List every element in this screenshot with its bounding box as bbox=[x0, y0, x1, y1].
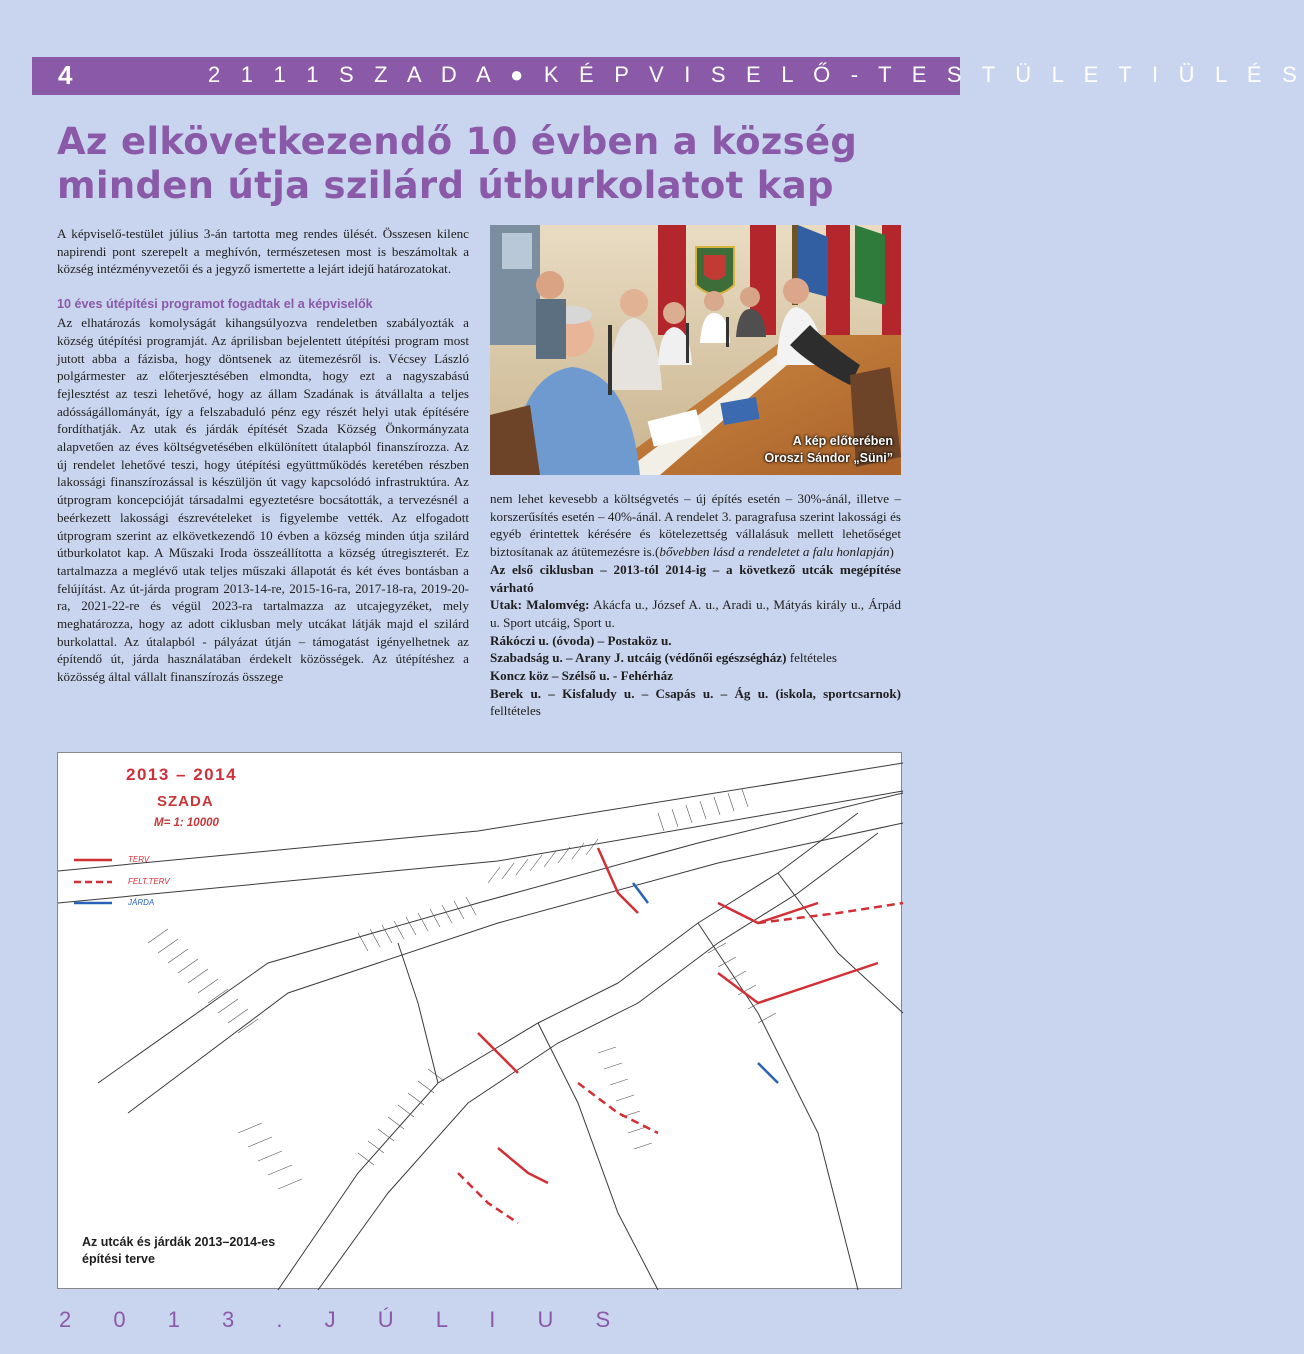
map-year-label: 2013 – 2014 bbox=[126, 765, 238, 784]
body-text-right bbox=[490, 490, 901, 561]
legend-sidewalk: JÁRDA bbox=[128, 898, 155, 907]
header-band bbox=[32, 57, 1304, 95]
article-headline bbox=[57, 120, 937, 208]
road-line-4-bold: Berek u. – Kisfaludy u. – Csapás u. – Ág u. (iskola, sportcsarnok) bbox=[490, 685, 901, 701]
road-line-1: Rákóczi u. (óvoda) – Postaköz u. bbox=[490, 632, 672, 648]
cycle-heading: Az első ciklusban – 2013-tól 2014-ig – a következő utcák megépítése várható bbox=[490, 561, 901, 595]
headline-line-2: minden útja szilárd útburkolatot kap bbox=[57, 164, 834, 207]
headline-line-1: Az elkövetkezendő 10 évben a község bbox=[57, 120, 858, 163]
body-right-text: nem lehet kevesebb a költségvetés – új építés esetén – 30%-ánál, illetve – korszerűsítés esetén – 40%-ánál. A rendelet 3. paragrafusa szerint lakossági és egyéb érintettek kérésére és kötelezettség vállalásuk mellett lehetőséget biztosítanak az átütemezésre is.( bbox=[490, 491, 901, 560]
road-line-2-rest: feltételes bbox=[786, 650, 837, 666]
road-line-2 bbox=[490, 649, 901, 667]
legend-plan: TERV bbox=[128, 855, 150, 864]
legend-conditional-plan: FELT.TERV bbox=[128, 877, 170, 886]
meeting-photo bbox=[490, 225, 901, 475]
photo-caption bbox=[765, 433, 894, 467]
road-line-3: Koncz köz – Szélső u. - Fehérház bbox=[490, 668, 673, 684]
running-title: 2 1 1 1 S Z A D A ● K É P V I S E L Ő - T E S T Ü L E T I Ü L É S bbox=[208, 62, 1304, 87]
photo-caption-line-2: Oroszi Sándor „Süni” bbox=[764, 451, 893, 465]
map-caption-line-1: Az utcák és járdák 2013–2014-es bbox=[82, 1235, 276, 1249]
road-line-4-rest: felltételes bbox=[490, 703, 541, 719]
roads-paragraph bbox=[490, 596, 901, 631]
intro-paragraph: A képviselő-testület július 3-án tartotta meg rendes ülését. Összesen kilenc napirendi pont szerepelt a meghívón, természetesen most is beszámoltak a község intézményvezetői és a jegyző ismertette a lejárt idejű határozatokat. bbox=[57, 226, 469, 277]
body-text-left: Az elhatározás komolyságát kihangsúlyozva rendeletben szabályozták a község útépítési programját. Az áprilisban bejelentett útépítési program most jutott abba a fázisba, hogy döntsenek az ütemezésről is. Vécsey László polgármester az előterjesztésében elmondta, hogy ezt a nagyszabású fejlesztést az teszi lehetővé, hogy az állam Szadának is átvállalta a teljes adósságállományát, így a felszabaduló pénz egy részét helyi utak építésére fordíthatják. Az utak és járdák építését Szada Község Önkormányzata alapvetően az éves költségvetésében elkülönített útalapból finanszírozza. Az új rendelet lehetővé teszi, hogy útépítési együttműködés keretében részben lakossági finanszírozással is készüljön út vagy kapcsolódó infrastruktúra. Az útprogram koncepcióját társadalmi egyeztetésre bocsátották, a tervezésnél a beérkezett lakossági észrevételeket is figyelembe vették. Az elfogadott útprogram szerint az elkövetkezendő 10 évben a község minden útja szilárd útburkolatot kap. A Műszaki Iroda összeállította a község útregiszterét. Ez tartalmazza a meglévő utak teljes műszaki állapotát és két éves bontásban a felújítást. Az út-járda program 2013-14-re, 2015-16-ra, 2017-18-ra, 2019-20-ra, 2021-22-re és végül 2023-ra tartalmazza az utcajegyzéket, mely meghatározza, hogy az adott ciklusban mely utcákat látják majd el szilárd burkolattal. Az útalapból - pályázat útján – támogatást igényelhetnek az építendő út, járda használatában érdekelt közösségek. Az útépítéshez a közösség által vállalt finanszírozás összege bbox=[57, 315, 469, 685]
road-plan-map bbox=[57, 752, 902, 1289]
road-line-2-bold: Szabadság u. – Arany J. utcáig (védőnői egészségház) bbox=[490, 650, 787, 666]
photo-caption-line-1: A kép előterében bbox=[792, 434, 893, 448]
right-column bbox=[490, 490, 901, 720]
roads-text: Akácfa u., József A. u., Aradi u., Mátyás király u., Árpád u. Sport utcáig, Sport u. bbox=[490, 597, 901, 630]
roads-label: Utak: Malomvég: bbox=[490, 597, 590, 613]
body-right-italic: bővebben lásd a rendeletet a falu honlapján bbox=[659, 544, 890, 560]
map-scale-label: M= 1: 10000 bbox=[154, 817, 219, 829]
section-subheading: 10 éves útépítési programot fogadtak el a képviselők bbox=[57, 297, 373, 312]
road-line-4 bbox=[490, 685, 901, 720]
page-number: 4 bbox=[58, 60, 73, 90]
left-column bbox=[57, 225, 469, 686]
map-place-label: SZADA bbox=[157, 793, 214, 810]
body-right-close: ) bbox=[889, 544, 894, 560]
map-caption bbox=[78, 1232, 279, 1270]
issue-footer: 2 0 1 3 . J Ú L I U S bbox=[59, 1307, 629, 1332]
map-caption-line-2: építési terve bbox=[82, 1252, 155, 1266]
